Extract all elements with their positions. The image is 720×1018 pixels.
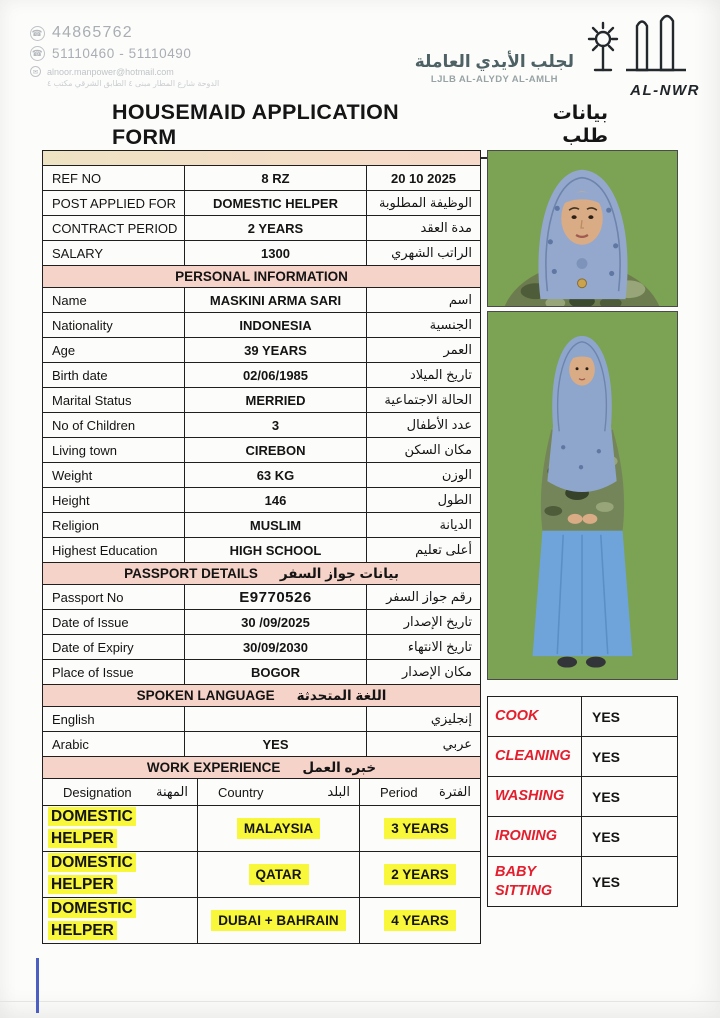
column-header-period (360, 779, 481, 806)
skill-row (488, 737, 678, 777)
phone-number-2: 51110460 - 51110490 (52, 46, 192, 61)
skills-table (487, 696, 678, 907)
section-header-cell (43, 685, 481, 707)
field-label-arabic: تاريخ الميلاد (367, 363, 481, 388)
field-label: English (43, 707, 185, 732)
table-row (43, 363, 481, 388)
field-value: 8 RZ (185, 166, 367, 191)
field-label-arabic: الطول (367, 488, 481, 513)
field-value: 30/09/2030 (185, 635, 367, 660)
period-value: 2 YEARS (384, 864, 456, 885)
section-title-arabic: بيانات جواز السفر (279, 565, 399, 581)
column-header-label: Country (218, 784, 264, 800)
field-value: MUSLIM (185, 513, 367, 538)
table-row (43, 388, 481, 413)
skill-row (488, 697, 678, 737)
phone-number-1: 44865762 (52, 24, 133, 41)
field-label: POST APPLIED FOR (43, 191, 185, 216)
field-label: Highest Education (43, 538, 185, 563)
field-label-arabic: تاريخ الإصدار (367, 610, 481, 635)
skill-value: YES (582, 857, 678, 907)
field-label-arabic: عربي (367, 732, 481, 757)
column-header-label-arabic: الفترة (438, 784, 472, 799)
title-arabic: بيانات طلب (552, 103, 608, 147)
table-row (43, 288, 481, 313)
field-label-arabic: مكان السكن (367, 438, 481, 463)
field-value: 39 YEARS (185, 338, 367, 363)
section-title: PERSONAL INFORMATION (175, 269, 348, 284)
work-experience-column-headers (43, 779, 481, 806)
designation-value: DOMESTIC HELPER (48, 853, 136, 894)
email-address: alnoor.manpower@hotmail.com (47, 66, 174, 77)
table-row (43, 241, 481, 266)
designation-value: DOMESTIC HELPER (48, 807, 136, 848)
period-cell (360, 806, 481, 852)
designation-cell (43, 806, 198, 852)
skill-value: YES (582, 777, 678, 817)
field-label: Weight (43, 463, 185, 488)
field-label-arabic: الديانة (367, 513, 481, 538)
lamp-towers-logo-icon (582, 12, 700, 84)
work-experience-row (43, 897, 481, 943)
email-icon: ✉ (30, 66, 41, 77)
org-name (415, 52, 574, 85)
field-value: 02/06/1985 (185, 363, 367, 388)
applicant-photo-portrait (487, 150, 678, 307)
phone-line-1 (30, 24, 219, 42)
field-label: Date of Issue (43, 610, 185, 635)
field-label-arabic: الوزن (367, 463, 481, 488)
phone-icon: ☎ (30, 26, 45, 41)
column-header-label-arabic: البلد (327, 784, 350, 799)
designation-cell (43, 897, 198, 943)
table-row (43, 488, 481, 513)
table-row (43, 513, 481, 538)
table-row (43, 313, 481, 338)
field-label: Arabic (43, 732, 185, 757)
table-row (43, 610, 481, 635)
brand-name: AL-NWR (630, 82, 700, 99)
field-label-arabic: الوظيفة المطلوبة (367, 191, 481, 216)
table-row (43, 732, 481, 757)
work-experience-table (42, 756, 481, 944)
section-title-arabic: خبره العمل (302, 759, 377, 775)
field-label: SALARY (43, 241, 185, 266)
skill-label: WASHING (488, 777, 582, 817)
table-row (43, 191, 481, 216)
section-title: WORK EXPERIENCE (146, 760, 281, 775)
field-label-arabic: الجنسية (367, 313, 481, 338)
country-value: DUBAI + BAHRAIN (211, 910, 345, 931)
field-label: REF NO (43, 166, 185, 191)
skill-value: YES (582, 817, 678, 857)
field-label: Marital Status (43, 388, 185, 413)
section-header-cell (43, 563, 481, 585)
section-title: SPOKEN LANGUAGE (136, 688, 275, 703)
field-value: BOGOR (185, 660, 367, 685)
field-value: HIGH SCHOOL (185, 538, 367, 563)
company-logo (582, 12, 700, 99)
country-cell (198, 897, 360, 943)
field-label-arabic: تاريخ الانتهاء (367, 635, 481, 660)
field-value: 30 /09/2025 (185, 610, 367, 635)
designation-cell (43, 851, 198, 897)
field-label: No of Children (43, 413, 185, 438)
designation-value: DOMESTIC HELPER (48, 899, 136, 940)
field-label: Place of Issue (43, 660, 185, 685)
field-value: 146 (185, 488, 367, 513)
field-label: Passport No (43, 585, 185, 610)
field-value: MERRIED (185, 388, 367, 413)
work-experience-row (43, 851, 481, 897)
applicant-photo-full-body (487, 311, 678, 680)
period-value: 4 YEARS (384, 910, 456, 931)
skill-value: YES (582, 737, 678, 777)
email-line (30, 66, 219, 77)
table-row (43, 463, 481, 488)
skill-row (488, 777, 678, 817)
section-header-personal (43, 266, 481, 288)
field-label: CONTRACT PERIOD (43, 216, 185, 241)
field-value: CIREBON (185, 438, 367, 463)
address-arabic: الدوحة شارع المطار مبنى ٤ الطابق الشرقي مكتب ٤ (47, 79, 220, 88)
table-row (43, 413, 481, 438)
country-value: MALAYSIA (237, 818, 320, 839)
column-header-country (198, 779, 360, 806)
org-name-arabic: لجلب الأيدي العاملة (414, 52, 574, 71)
period-value: 3 YEARS (384, 818, 456, 839)
strip-cell (43, 151, 481, 166)
table-row (43, 338, 481, 363)
field-value: 3 (185, 413, 367, 438)
field-label-arabic: اسم (367, 288, 481, 313)
field-value: MASKINI ARMA SARI (185, 288, 367, 313)
skill-label: CLEANING (488, 737, 582, 777)
field-value: 63 KG (185, 463, 367, 488)
field-date: 20 10 2025 (367, 166, 481, 191)
column-header-label-arabic: المهنة (156, 784, 188, 799)
table-row (43, 585, 481, 610)
field-label: Name (43, 288, 185, 313)
field-label-arabic: إنجليزي (367, 707, 481, 732)
section-title-arabic: اللغة المتحدثة (296, 687, 387, 703)
field-label-arabic: العمر (367, 338, 481, 363)
section-header-cell (43, 266, 481, 288)
field-label: Age (43, 338, 185, 363)
table-row (43, 707, 481, 732)
field-label-arabic: عدد الأطفال (367, 413, 481, 438)
skill-value: YES (582, 697, 678, 737)
table-row (43, 538, 481, 563)
field-value: 2 YEARS (185, 216, 367, 241)
decorative-strip (43, 151, 481, 166)
table-row (43, 216, 481, 241)
title-english: HOUSEMAID APPLICATION FORM (112, 100, 399, 149)
table-row (43, 166, 481, 191)
field-label: Living town (43, 438, 185, 463)
section-header-language (43, 685, 481, 707)
field-label-arabic: رقم جواز السفر (367, 585, 481, 610)
field-label-arabic: أعلى تعليم (367, 538, 481, 563)
section-header-work (43, 757, 481, 779)
field-label: Nationality (43, 313, 185, 338)
skill-row (488, 817, 678, 857)
country-cell (198, 851, 360, 897)
field-label: Height (43, 488, 185, 513)
country-cell (198, 806, 360, 852)
field-value: INDONESIA (185, 313, 367, 338)
section-header-cell (43, 757, 481, 779)
contact-block (30, 24, 219, 88)
blue-pen-mark (36, 958, 39, 1013)
field-value: 1300 (185, 241, 367, 266)
table-row (43, 660, 481, 685)
phone-line-2 (30, 46, 219, 61)
field-label: Religion (43, 513, 185, 538)
work-experience-row (43, 806, 481, 852)
application-form (42, 150, 480, 944)
scan-fold-line (0, 1001, 720, 1002)
column-header-label: Period (380, 784, 418, 800)
table-row (43, 438, 481, 463)
column-header-label: Designation (63, 784, 132, 800)
field-label-arabic: مكان الإصدار (367, 660, 481, 685)
skill-label: COOK (488, 697, 582, 737)
skill-row (488, 857, 678, 907)
skill-label: IRONING (488, 817, 582, 857)
period-cell (360, 897, 481, 943)
table-row (43, 635, 481, 660)
field-label-arabic: مدة العقد (367, 216, 481, 241)
section-header-passport (43, 563, 481, 585)
field-label: Date of Expiry (43, 635, 185, 660)
section-title: PASSPORT DETAILS (124, 566, 258, 581)
application-table (42, 150, 481, 757)
field-value: E9770526 (185, 585, 367, 610)
field-value: YES (185, 732, 367, 757)
period-cell (360, 851, 481, 897)
field-label: Birth date (43, 363, 185, 388)
org-name-translit: LJLB AL-ALYDY AL-AMLH (430, 74, 558, 85)
field-label-arabic: الحالة الاجتماعية (367, 388, 481, 413)
field-value (185, 707, 367, 732)
phone-icon: ☎ (30, 46, 45, 61)
field-label-arabic: الراتب الشهري (367, 241, 481, 266)
logo-block (415, 12, 700, 99)
country-value: QATAR (249, 864, 309, 885)
column-header-designation (43, 779, 198, 806)
field-value: DOMESTIC HELPER (185, 191, 367, 216)
skill-label: BABY SITTING (488, 857, 582, 907)
